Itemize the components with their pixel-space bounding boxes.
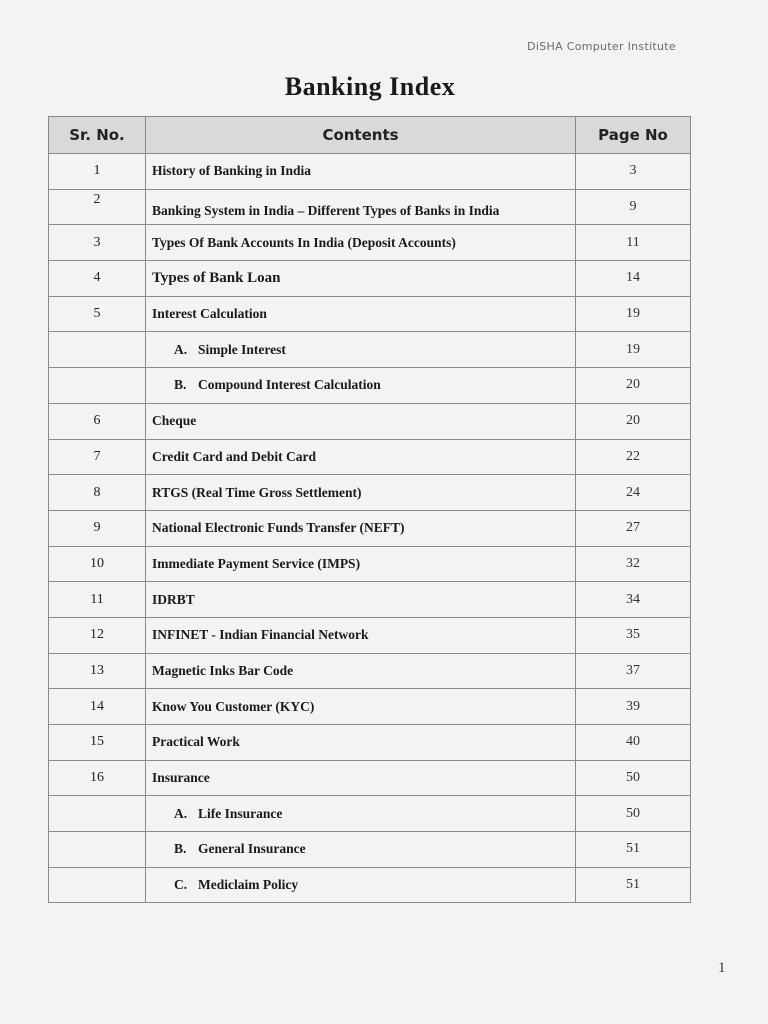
sub-item-letter: A. — [174, 341, 188, 357]
table-row — [49, 867, 691, 903]
row-content: Magnetic Inks Bar Code — [146, 653, 576, 689]
row-sr-no — [49, 368, 146, 404]
table-row — [49, 332, 691, 368]
row-sr-no: 15 — [49, 725, 146, 761]
row-page-no: 27 — [576, 510, 691, 546]
table-row — [49, 475, 691, 511]
table-row — [49, 796, 691, 832]
row-content: INFINET - Indian Financial Network — [146, 617, 576, 653]
table-row — [49, 617, 691, 653]
row-page-no: 11 — [576, 225, 691, 261]
row-page-no: 39 — [576, 689, 691, 725]
column-header-contents: Contents — [146, 117, 576, 154]
row-sr-no: 3 — [49, 225, 146, 261]
row-page-no: 14 — [576, 261, 691, 297]
column-header-page-no: Page No — [576, 117, 691, 154]
row-content: Banking System in India – Different Types of Banks in India — [146, 189, 576, 225]
row-content — [146, 796, 576, 832]
table-row — [49, 725, 691, 761]
row-content — [146, 368, 576, 404]
row-page-no: 35 — [576, 617, 691, 653]
row-content: Types of Bank Loan — [146, 261, 576, 297]
row-sr-no: 10 — [49, 546, 146, 582]
row-sr-no: 1 — [49, 154, 146, 190]
row-sr-no: 12 — [49, 617, 146, 653]
row-content — [146, 867, 576, 903]
row-content — [146, 832, 576, 868]
row-page-no: 22 — [576, 439, 691, 475]
table-row — [49, 225, 691, 261]
sub-item-label: Life Insurance — [198, 805, 283, 821]
row-content: Know You Customer (KYC) — [146, 689, 576, 725]
row-content: National Electronic Funds Transfer (NEFT) — [146, 510, 576, 546]
row-page-no: 9 — [576, 189, 691, 225]
row-sr-no — [49, 832, 146, 868]
row-page-no: 3 — [576, 154, 691, 190]
row-content: Cheque — [146, 403, 576, 439]
row-content: IDRBT — [146, 582, 576, 618]
sub-item-letter: C. — [174, 877, 188, 893]
row-page-no: 32 — [576, 546, 691, 582]
table-header-row — [49, 117, 691, 154]
row-sr-no — [49, 867, 146, 903]
row-page-no: 50 — [576, 760, 691, 796]
row-content: RTGS (Real Time Gross Settlement) — [146, 475, 576, 511]
row-page-no: 20 — [576, 403, 691, 439]
row-content: Interest Calculation — [146, 296, 576, 332]
row-content: History of Banking in India — [146, 154, 576, 190]
table-row — [49, 832, 691, 868]
institute-name: DiSHA Computer Institute — [527, 40, 676, 53]
row-sr-no: 7 — [49, 439, 146, 475]
row-sr-no: 4 — [49, 261, 146, 297]
sub-item-label: General Insurance — [198, 841, 306, 857]
row-sr-no: 16 — [49, 760, 146, 796]
column-header-sr-no: Sr. No. — [49, 117, 146, 154]
table-row — [49, 760, 691, 796]
table-row — [49, 154, 691, 190]
row-page-no: 20 — [576, 368, 691, 404]
sub-item-label: Mediclaim Policy — [198, 877, 299, 893]
row-content: Credit Card and Debit Card — [146, 439, 576, 475]
row-sr-no: 14 — [49, 689, 146, 725]
row-sr-no: 13 — [49, 653, 146, 689]
row-sr-no: 5 — [49, 296, 146, 332]
table-row — [49, 189, 691, 225]
row-sr-no: 9 — [49, 510, 146, 546]
table-row — [49, 403, 691, 439]
row-page-no: 51 — [576, 832, 691, 868]
row-sr-no: 11 — [49, 582, 146, 618]
row-content: Types Of Bank Accounts In India (Deposit Accounts) — [146, 225, 576, 261]
row-content: Immediate Payment Service (IMPS) — [146, 546, 576, 582]
row-content: Practical Work — [146, 725, 576, 761]
sub-item-label: Simple Interest — [198, 341, 286, 357]
row-page-no: 19 — [576, 296, 691, 332]
table-row — [49, 510, 691, 546]
table-row — [49, 261, 691, 297]
table-row — [49, 368, 691, 404]
row-sr-no — [49, 796, 146, 832]
sub-item-letter: B. — [174, 377, 187, 393]
table-row — [49, 653, 691, 689]
row-sr-no — [49, 332, 146, 368]
table-row — [49, 689, 691, 725]
row-content: Insurance — [146, 760, 576, 796]
row-page-no: 19 — [576, 332, 691, 368]
row-page-no: 50 — [576, 796, 691, 832]
table-row — [49, 546, 691, 582]
table-row — [49, 439, 691, 475]
row-page-no: 24 — [576, 475, 691, 511]
row-content — [146, 332, 576, 368]
row-page-no: 37 — [576, 653, 691, 689]
page-number: 1 — [718, 960, 726, 976]
row-sr-no: 6 — [49, 403, 146, 439]
row-sr-no: 8 — [49, 475, 146, 511]
table-row — [49, 582, 691, 618]
sub-item-letter: A. — [174, 805, 188, 821]
row-page-no: 51 — [576, 867, 691, 903]
index-table — [48, 116, 691, 903]
row-page-no: 40 — [576, 725, 691, 761]
sub-item-letter: B. — [174, 841, 187, 857]
sub-item-label: Compound Interest Calculation — [198, 377, 381, 393]
table-row — [49, 296, 691, 332]
row-sr-no: 2 — [49, 189, 146, 225]
page-title: Banking Index — [284, 72, 456, 101]
row-page-no: 34 — [576, 582, 691, 618]
